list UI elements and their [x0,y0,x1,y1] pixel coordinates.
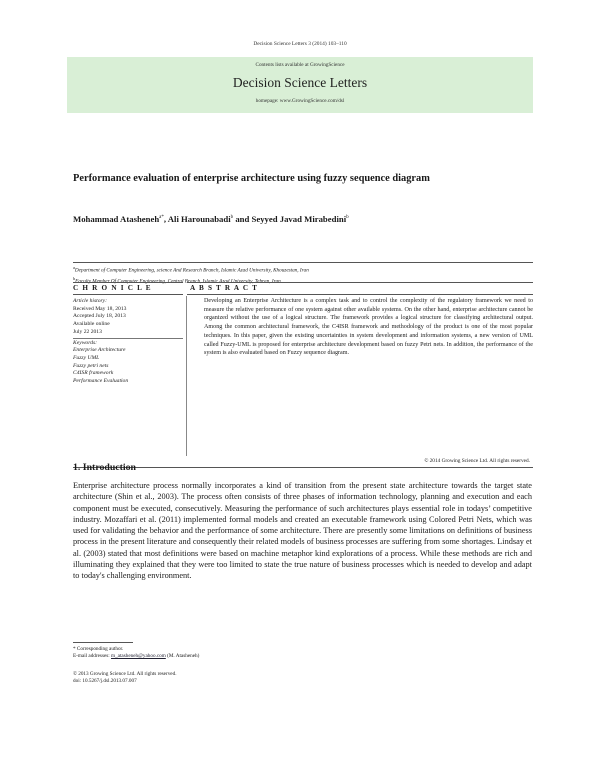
journal-reference: Decision Science Letters 3 (2014) 103–110 [253,41,347,47]
author-name: Seyyed Javad Mirabedini [251,214,347,224]
footnote-divider [73,642,133,643]
abstract-end-divider [73,467,533,468]
corresponding-author-footnote [73,646,199,660]
abstract-heading: A B S T R A C T [190,284,259,292]
journal-masthead [67,57,533,113]
available-date: July 22 2013 [73,328,102,335]
keyword: Fuzzy petri nets [73,362,109,369]
affiliation-line: $^a$Department of Computer Engineering, science And Research Branch, Islamic Azad University, Khouzestan, Iran [73,265,309,274]
available-label: Available online [73,321,110,328]
section-divider-top [73,282,183,283]
author-separator: , [163,214,168,224]
introduction-paragraph: Enterprise architecture process normally incorporates a kind of transition from the present state architecture towards the target state architecture (Shin et al., 2003). The process often consists of three phases of information technology, planning and execution and each component must be executed, consecutively. Measuring the performance of such architectures plays essential role in todays’ competitive industry. Mozaffari et al. (2011) implemented formal models and created an executable framework using Colored Petri Nets, which was used for validating the behavior and the performance of some architecture. There are presently some limitations on definitions of business process in the present literature and consequently their related models of business processes are suffering from some shortages. Lindsay et al. (2003) stated that most definitions were based on machine metaphor kind explorations of a process. While these methods are rich and illuminating they explained that they were too limited to state the true nature of business processes which is needed to develop and adapt to today's challenging environment. [73,481,532,581]
footer-copyright: © 2013 Growing Science Ltd. All rights reserved. [73,671,177,677]
author-affiliation-mark: a* [159,215,164,221]
keyword: Fuzzy UML [73,354,100,361]
section-divider-top [187,282,533,283]
keyword: Performance Evaluation [73,378,129,385]
author-name: Ali Harounabadi [167,214,231,224]
author-affiliation-mark: b [230,215,234,221]
author-affiliation-mark: b [346,215,349,221]
corresponding-label: * Corresponding author. [73,646,124,652]
keywords-divider [73,338,183,339]
journal-title: Decision Science Letters [232,75,368,90]
section-divider-bottom [73,294,183,295]
journal-homepage[interactable]: homepage: www.GrowingScience.com/dsl [255,98,345,104]
article-info [73,298,183,386]
page-footer [73,671,177,685]
contents-availability: Contents lists available at GrowingScience [255,62,345,68]
email-line: E-mail addresses: m_atasheneh@yahoo.com (M. Atasheneh) [73,653,200,660]
keywords-label: Keywords: [73,339,98,346]
received-date: Received May 18, 2013 [73,305,127,312]
section-heading-introduction: 1. Introduction [73,462,136,473]
affiliation-divider [73,262,533,263]
abstract-text: Developing an Enterprise Architecture is a complex task and to control the complexity of the regulatory framework we need to measure the relative performance of one system against other available systems. On the other hand, enterprise architecture cannot be organized without the use of a logical structure. The framework provides a logical structure for classifying architectural output. Among the common architectural framework, the C4ISR framework and methodology of the product is one of the most popular techniques. In this paper, given the existing uncertainties in system development and information systems, a new version of UML called Fuzzy-UML is proposed for enterprise architecture development based on fuzzy Petri nets. In addition, the performance of the system is also evaluated based on Fuzzy sequence diagram. [204,298,533,357]
author-list [73,214,349,224]
abstract-copyright: © 2014 Growing Science Ltd. All rights reserved. [424,458,530,464]
keyword: C4ISR framework [73,370,114,377]
keyword: Enterprise Architecture [73,347,126,354]
section-divider-bottom [187,294,533,295]
accepted-date: Accepted July 18, 2013 [73,313,126,320]
affiliation-line: $^b$Faculty Member Of Computer Engineering, Central Branch, Islamic Azad University, Tehran, Iran [73,276,281,285]
paper-title: Performance evaluation of enterprise architecture using fuzzy sequence diagram [73,173,430,184]
author-separator: and [233,214,252,224]
footer-doi[interactable]: doi: 10.5267/j.dsl.2013.07.007 [73,678,137,685]
chronicle-heading: C H R O N I C L E [73,284,152,292]
email-link[interactable]: m_atasheneh@yahoo.com [111,653,166,660]
author-name: Mohammad Atasheneh [73,214,160,224]
article-history-label: Article history: [73,298,108,304]
abstract-side-rule [186,296,187,456]
